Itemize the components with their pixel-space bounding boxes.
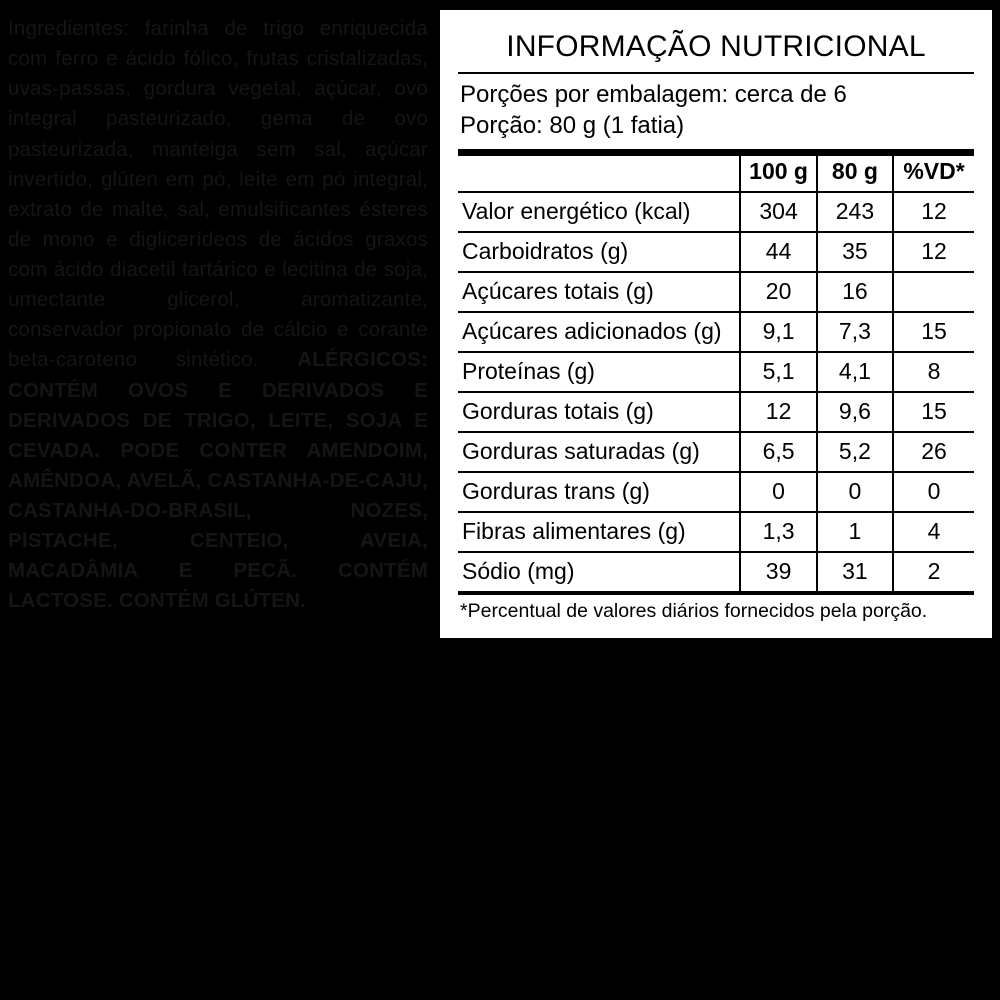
nutrient-vd: 26 (893, 432, 974, 472)
nutrient-vd: 15 (893, 312, 974, 352)
nutrient-80g: 0 (817, 472, 893, 512)
column-header-100g: 100 g (740, 156, 816, 192)
nutrient-100g: 304 (740, 192, 816, 232)
nutrient-label: Fibras alimentares (g) (458, 512, 740, 552)
nutrient-100g: 9,1 (740, 312, 816, 352)
nutrient-100g: 39 (740, 552, 816, 592)
table-row (458, 472, 974, 512)
nutrient-label: Gorduras totais (g) (458, 392, 740, 432)
nutrient-vd: 12 (893, 232, 974, 272)
column-header-blank (458, 156, 740, 192)
nutrient-vd: 0 (893, 472, 974, 512)
nutrient-vd: 12 (893, 192, 974, 232)
table-row (458, 432, 974, 472)
table-row (458, 552, 974, 592)
nutrient-80g: 1 (817, 512, 893, 552)
table-row (458, 312, 974, 352)
nutrient-label: Carboidratos (g) (458, 232, 740, 272)
nutrient-80g: 243 (817, 192, 893, 232)
nutrient-100g: 1,3 (740, 512, 816, 552)
nutrition-facts-panel (440, 10, 992, 638)
nutrient-100g: 5,1 (740, 352, 816, 392)
serving-size: Porção: 80 g (1 fatia) (460, 111, 685, 139)
allergens-text: ALÉRGICOS: CONTÉM OVOS E DERIVADOS E DERIVADOS DE TRIGO, LEITE, SOJA E CEVADA. PODE CONTER AMENDOIM, AMÊNDOA, AVELÃ, CASTANHA-DE-CAJU, CASTANHA-DO-BRASIL, NOZES, PISTACHE, CENTEIO, AVEIA, MACADÂMIA E PECÃ. CONTÉM LACTOSE. CONTÉM GLÚTEN. (8, 348, 428, 613)
nutrient-label: Sódio (mg) (458, 552, 740, 592)
nutrient-vd: 15 (893, 392, 974, 432)
servings-block (458, 80, 974, 156)
table-row (458, 192, 974, 232)
servings-per-package: Porções por embalagem: cerca de 6 (460, 81, 847, 108)
nutrient-vd: 2 (893, 552, 974, 592)
nutrient-80g: 4,1 (817, 352, 893, 392)
nutrient-80g: 31 (817, 552, 893, 592)
nutrient-80g: 35 (817, 232, 893, 272)
nutrient-100g: 20 (740, 272, 816, 312)
nutrient-label: Açúcares totais (g) (458, 272, 740, 312)
nutrient-label: Açúcares adicionados (g) (458, 312, 740, 352)
nutrient-vd (893, 272, 974, 312)
ingredients-panel (8, 14, 428, 617)
nutrient-100g: 12 (740, 392, 816, 432)
vd-footnote: *Percentual de valores diários fornecidos pela porção. (460, 600, 928, 623)
nutrient-vd: 8 (893, 352, 974, 392)
nutrient-80g: 5,2 (817, 432, 893, 472)
nutrition-table (458, 156, 974, 593)
table-header-row (458, 156, 974, 192)
nutrient-label: Gorduras trans (g) (458, 472, 740, 512)
table-row (458, 392, 974, 432)
nutrient-80g: 7,3 (817, 312, 893, 352)
ingredients-text: Ingredientes: farinha de trigo enriquecida com ferro e ácido fólico, frutas cristalizadas, uvas-passas, gordura vegetal, açúcar, ovo integral pasteurizado, gema de ovo pasteurizada, manteiga sem sal, açúcar invertido, glúten em pó, leite em pó integral, extrato de malte, sal, emulsificantes ésteres de mono e diglicerídeos de ácidos graxos com ácido diacetil tartárico e lecitina de soja, umectante glicerol, aromatizante, conservador propionato de cálcio e corante beta-caroteno sintético. (8, 17, 428, 372)
nutrient-80g: 16 (817, 272, 893, 312)
nutrient-100g: 6,5 (740, 432, 816, 472)
nutrient-80g: 9,6 (817, 392, 893, 432)
table-row (458, 512, 974, 552)
nutrition-panel-title: INFORMAÇÃO NUTRICIONAL (458, 30, 974, 74)
table-row (458, 272, 974, 312)
table-row (458, 352, 974, 392)
nutrient-vd: 4 (893, 512, 974, 552)
nutrient-label: Valor energético (kcal) (458, 192, 740, 232)
nutrient-label: Gorduras saturadas (g) (458, 432, 740, 472)
nutrient-label: Proteínas (g) (458, 352, 740, 392)
nutrient-100g: 0 (740, 472, 816, 512)
table-row (458, 232, 974, 272)
nutrient-100g: 44 (740, 232, 816, 272)
column-header-80g: 80 g (817, 156, 893, 192)
column-header-vd: %VD* (893, 156, 974, 192)
